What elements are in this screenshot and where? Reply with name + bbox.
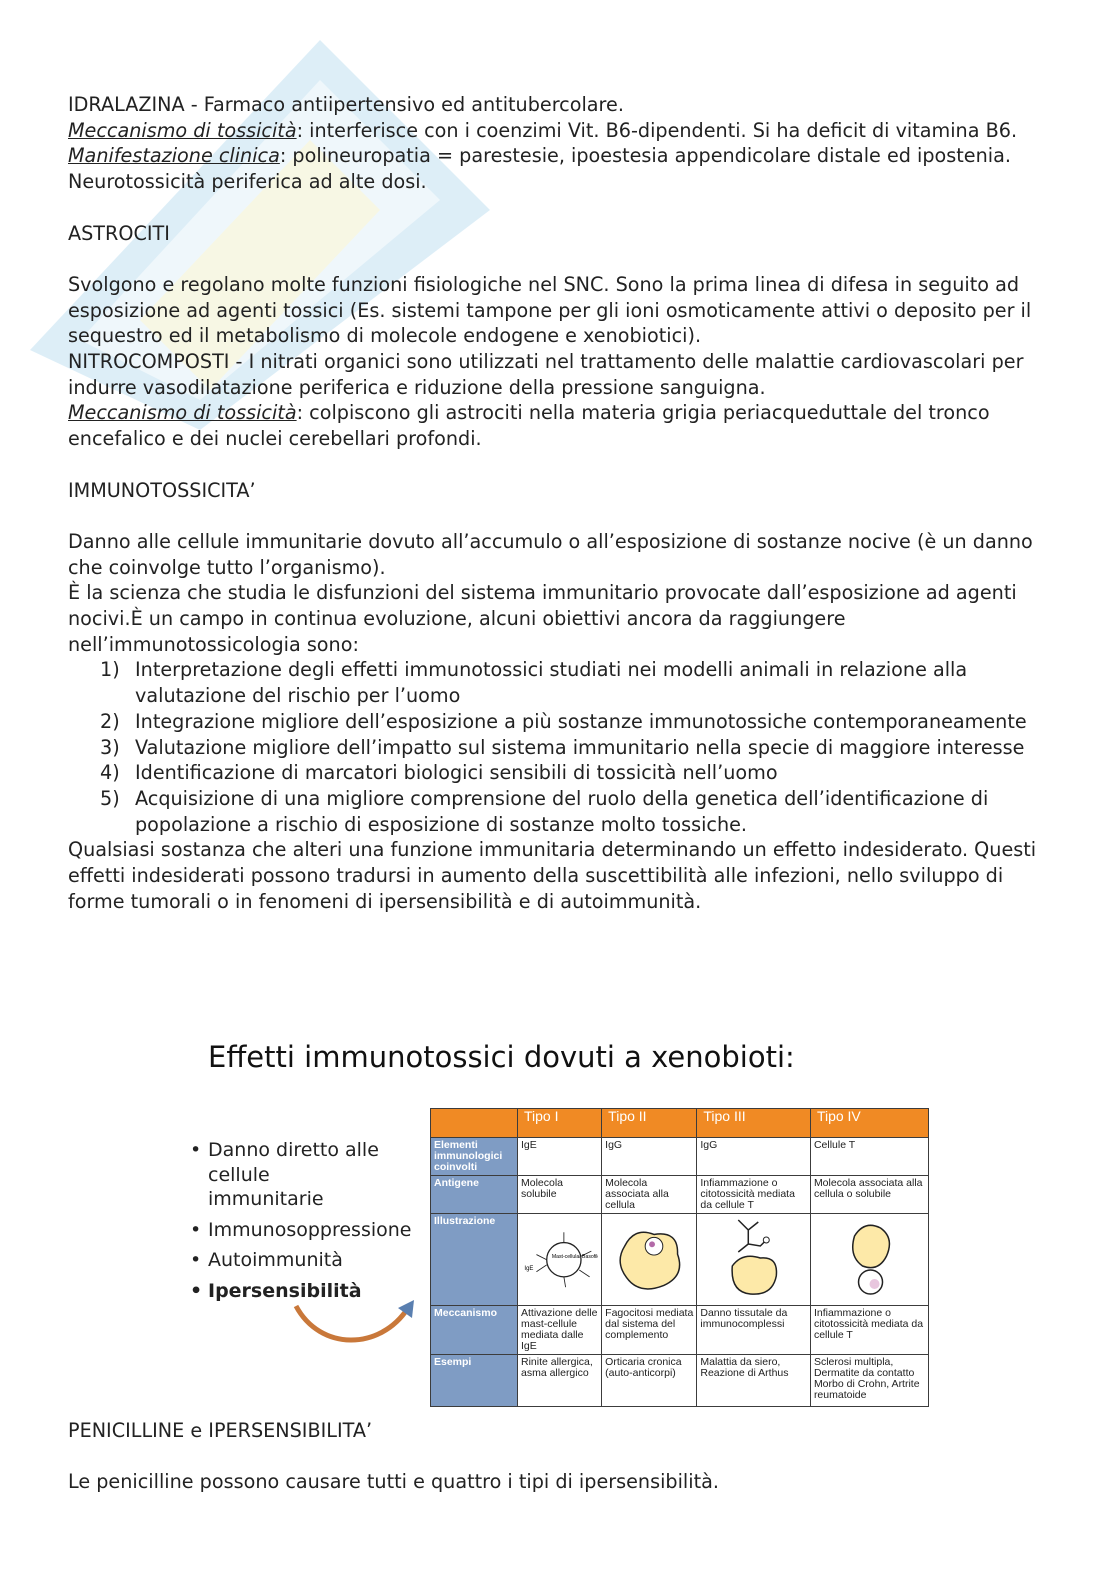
- table-cell: Infiammazione o citotossicità mediata da cellule T: [697, 1176, 811, 1214]
- table-row: [431, 1176, 929, 1214]
- table-row: [431, 1355, 929, 1407]
- meccanismo-label: Meccanismo di tossicità: [68, 401, 297, 425]
- main-text: [68, 92, 1053, 914]
- table-header: Tipo II: [602, 1109, 697, 1138]
- table-cell: [810, 1214, 928, 1306]
- table-cell: Infiammazione o citotossicità mediata da cellule T: [810, 1306, 928, 1355]
- meccanismo-label: Meccanismo di tossicità: [68, 118, 297, 142]
- row-label: Meccanismo: [431, 1306, 518, 1355]
- table-row: [431, 1138, 929, 1176]
- row-label: Esempi: [431, 1355, 518, 1407]
- table-cell: [697, 1214, 811, 1306]
- astrociti-heading: ASTROCITI: [68, 221, 170, 245]
- meccanismo-text: : colpiscono gli astrociti nella materia grigia periacqueduttale del tronco encefalico e dei nuclei cerebellari profondi.: [68, 401, 990, 451]
- list-item: 4) Identificazione di marcatori biologici sensibili di tossicità nell’uomo: [100, 761, 778, 785]
- table-cell: Attivazione delle mast-cellule mediata dalle IgE: [518, 1306, 602, 1355]
- list-item: 5) Acquisizione di una migliore comprensione del ruolo della genetica dell’identificazione di popolazione a rischio di esposizione di sostanze molto tossiche.: [100, 786, 989, 836]
- table-corner: [431, 1109, 518, 1138]
- table-cell: Molecola solubile: [518, 1176, 602, 1214]
- table-cell: Fagocitosi mediata dal sistema del complemento: [602, 1306, 697, 1355]
- bullet-item: • Immunosoppressione: [190, 1218, 412, 1243]
- table-cell: Orticaria cronica (auto-anticorpi): [602, 1355, 697, 1407]
- table-row: [431, 1306, 929, 1355]
- bullet-item-bold: • Ipersensibilità: [190, 1279, 412, 1304]
- figure-bullets: [190, 1138, 412, 1309]
- bullet-item: • Danno diretto alle cellule immunitarie: [190, 1138, 388, 1212]
- table-row: [431, 1214, 929, 1306]
- astrociti-body: Svolgono e regolano molte funzioni fisiologiche nel SNC. Sono la prima linea di difesa in seguito ad esposizione ad agenti tossici (Es. sistemi tampone per gli ioni osmoticamente attivi o deposito per il sequestro ed il metabolismo di molecole endogene e xenobiotici).: [68, 272, 1032, 348]
- table-cell: [518, 1214, 602, 1306]
- table-cell: IgG: [602, 1138, 697, 1176]
- manifestazione-label: Manifestazione clinica: [68, 144, 280, 168]
- idralazina-neurotox: Neurotossicità periferica ad alte dosi.: [68, 170, 427, 194]
- table-cell: Rinite allergica, asma allergico: [518, 1355, 602, 1407]
- row-label: Elementi immunologici coinvolti: [431, 1138, 518, 1176]
- immune-complex-illustration: [700, 1216, 807, 1300]
- table-cell: [602, 1214, 697, 1306]
- t-cell-illustration: [814, 1216, 925, 1300]
- row-label: Antigene: [431, 1176, 518, 1214]
- table-cell: Molecola associata alla cellula: [602, 1176, 697, 1214]
- row-label: Illustrazione: [431, 1214, 518, 1306]
- idralazina-meccanismo: [68, 118, 1053, 144]
- idralazina-manifestazione: [68, 143, 1053, 169]
- bullet-item: • Autoimmunità: [190, 1248, 412, 1273]
- mast-label: Mast-cellula/ Basofilo: [551, 1254, 599, 1260]
- figure-title: Effetti immunotossici dovuti a xenobioti:: [208, 1040, 795, 1074]
- goals-list: [68, 657, 1053, 837]
- table-cell: Molecola associata alla cellula o solubile: [810, 1176, 928, 1214]
- table-cell: Cellule T: [810, 1138, 928, 1176]
- list-item: 1) Interpretazione degli effetti immunotossici studiati nei modelli animali in relazione alla valutazione del rischio per l’uomo: [100, 658, 968, 708]
- meccanismo-text: : interferisce con i coenzimi Vit. B6-dipendenti. Si ha deficit di vitamina B6.: [296, 118, 1018, 142]
- curved-arrow-icon: [290, 1296, 420, 1346]
- table-header: Tipo IV: [810, 1109, 928, 1138]
- penicilline-heading: PENICILLINE e IPERSENSIBILITA’: [68, 1419, 373, 1442]
- table-cell: Sclerosi multipla, Dermatite da contatto Morbo di Crohn, Artrite reumatoide: [810, 1355, 928, 1407]
- penicilline-body: Le penicilline possono causare tutti e quattro i tipi di ipersensibilità.: [68, 1470, 719, 1494]
- table-cell: IgG: [697, 1138, 811, 1176]
- astrociti-meccanismo: [68, 400, 1053, 451]
- ige-label: IgE: [524, 1266, 534, 1273]
- immuno-p1: Danno alle cellule immunitarie dovuto all’accumulo o all’esposizione di sostanze nocive (è un danno che coinvolge tutto l’organismo).: [68, 529, 1033, 579]
- phagocyte-illustration: [605, 1216, 693, 1300]
- manifestazione-text: : polineuropatia = parestesie, ipoestesia appendicolare distale ed ipostenia.: [279, 144, 1011, 168]
- immuno-p3: Qualsiasi sostanza che alteri una funzione immunitaria determinando un effetto indesiderato. Questi effetti indesiderati possono tradursi in aumento della suscettibilità alle infezioni, nello sviluppo di forme tumorali o in fenomeni di ipersensibilità e di autoimmunità.: [68, 838, 1037, 913]
- idralazina-title: IDRALAZINA - Farmaco antiipertensivo ed antitubercolare.: [68, 93, 624, 116]
- table-cell: Malattia da siero, Reazione di Arthus: [697, 1355, 811, 1407]
- table-cell: Danno tissutale da immunocomplessi: [697, 1306, 811, 1355]
- hypersensitivity-table: [430, 1108, 929, 1407]
- list-item: 3) Valutazione migliore dell’impatto sul sistema immunitario nella specie di maggiore interesse: [100, 735, 1025, 759]
- immuno-p2: È la scienza che studia le disfunzioni del sistema immunitario provocate dall’esposizione ad agenti nocivi.È un campo in continua evoluzione, alcuni obiettivi ancora da raggiungere nell’immunotossicologia sono:: [68, 581, 1017, 656]
- penicilline-section: [68, 1418, 1053, 1495]
- mast-cell-illustration: [521, 1216, 598, 1300]
- table-cell: IgE: [518, 1138, 602, 1176]
- nitrocomposti-text: NITROCOMPOSTI - I nitrati organici sono utilizzati nel trattamento delle malattie cardiovascolari per indurre vasodilatazione periferica e riduzione della pressione sanguigna.: [68, 350, 1024, 399]
- table-header: Tipo III: [697, 1109, 811, 1138]
- table-header: Tipo I: [518, 1109, 602, 1138]
- list-item: 2) Integrazione migliore dell’esposizione a più sostanze immunotossiche contemporaneamente: [100, 709, 1027, 733]
- immuno-heading: IMMUNOTOSSICITA’: [68, 478, 256, 502]
